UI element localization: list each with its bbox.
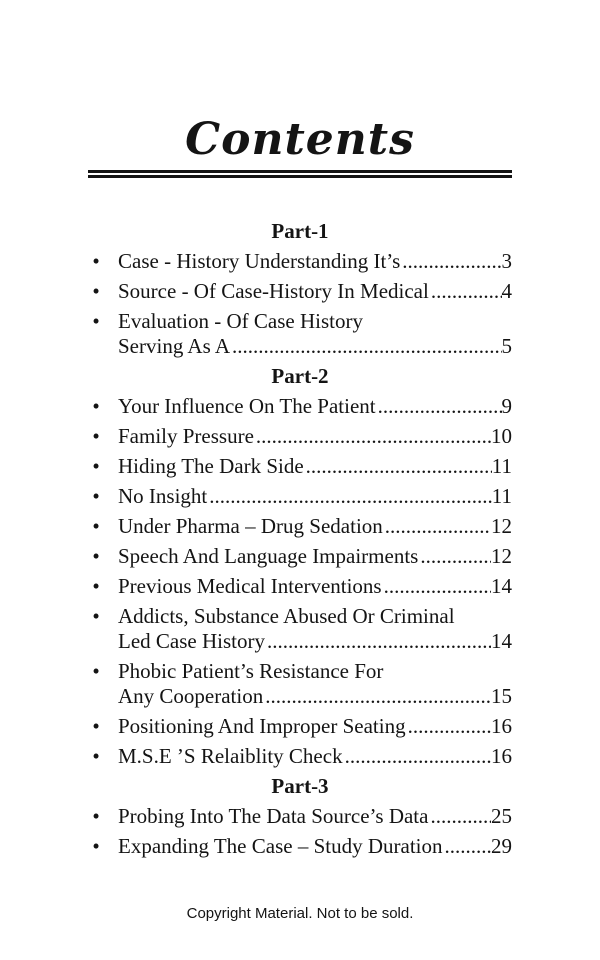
bullet-icon: •: [92, 394, 100, 418]
toc-entry-line: [118, 626, 512, 656]
dot-leader: [406, 711, 491, 741]
toc-page-number: 12: [491, 544, 512, 568]
toc-entry-line: [118, 511, 512, 541]
toc-page-number: 4: [501, 279, 512, 303]
toc-entry-line: [118, 421, 512, 451]
toc-entry: [88, 571, 512, 601]
toc-entry-line: [118, 831, 512, 861]
toc-page-number: 16: [491, 714, 512, 738]
copyright-notice: Copyright Material. Not to be sold.: [186, 905, 414, 922]
bullet-icon: •: [92, 454, 100, 478]
toc-entry-label: Family Pressure: [118, 424, 254, 448]
toc-entry: [88, 711, 512, 741]
toc-page-number: 3: [501, 249, 512, 273]
toc-entry: [88, 801, 512, 831]
toc-entry-label: Probing Into The Data Source’s Data: [118, 804, 429, 828]
toc-page-number: 10: [491, 424, 512, 448]
bullet-icon: •: [92, 744, 100, 768]
toc-entry: [88, 391, 512, 421]
table-of-contents: [88, 216, 512, 861]
toc-page-number: 15: [491, 684, 512, 708]
toc-entry: [88, 421, 512, 451]
dot-leader: [304, 451, 492, 481]
toc-entry-line: [118, 541, 512, 571]
dot-leader: [382, 571, 491, 601]
toc-entry-label: Serving As A: [118, 334, 231, 358]
bullet-icon: •: [92, 424, 100, 448]
dot-leader: [263, 681, 491, 711]
toc-entry: [88, 601, 512, 656]
toc-entry-title-line: Phobic Patient’s Resistance For: [118, 659, 384, 683]
toc-entry: [88, 541, 512, 571]
toc-entry-line: [118, 801, 512, 831]
toc-entry-line: [118, 481, 512, 511]
toc-page-number: 29: [491, 834, 512, 858]
toc-page-number: 12: [491, 514, 512, 538]
toc-entry-label: Positioning And Improper Seating: [118, 714, 406, 738]
toc-entry: [88, 451, 512, 481]
toc-page-number: 14: [491, 629, 512, 653]
toc-page-number: 14: [491, 574, 512, 598]
toc-entry: [88, 306, 512, 361]
toc-page-number: 16: [491, 744, 512, 768]
toc-page-number: 9: [501, 394, 512, 418]
toc-page-number: 11: [491, 484, 512, 508]
toc-entry: [88, 656, 512, 711]
bullet-icon: •: [92, 514, 100, 538]
toc-entry-label: Any Cooperation: [118, 684, 264, 708]
dot-leader: [343, 741, 491, 771]
dot-leader: [443, 831, 492, 861]
toc-entry-label: Led Case History: [118, 629, 265, 653]
dot-leader: [400, 246, 501, 276]
title-rule-top: [88, 170, 512, 173]
bullet-icon: •: [92, 804, 100, 828]
toc-entry-line: [118, 246, 512, 276]
bullet-icon: •: [92, 834, 100, 858]
bullet-icon: •: [92, 544, 100, 568]
part-heading: Part-1: [271, 219, 329, 243]
bullet-icon: •: [92, 574, 100, 598]
toc-entry-line: [118, 571, 512, 601]
toc-entry-label: Previous Medical Interventions: [118, 574, 382, 598]
dot-leader: [254, 421, 491, 451]
toc-entry-line: [118, 711, 512, 741]
dot-leader: [418, 541, 491, 571]
dot-leader: [429, 276, 502, 306]
toc-entry: [88, 481, 512, 511]
toc-entry-label: M.S.E ’S Relaiblity Check: [118, 744, 343, 768]
toc-entry-line: [118, 451, 512, 481]
toc-entry: [88, 741, 512, 771]
toc-entry-label: Under Pharma – Drug Sedation: [118, 514, 383, 538]
dot-leader: [265, 626, 491, 656]
part-heading: Part-3: [271, 774, 329, 798]
toc-entry-line: [118, 331, 512, 361]
bullet-icon: •: [92, 249, 100, 273]
toc-entry-label: Case - History Understanding It’s: [118, 249, 401, 273]
page-title: Contents: [185, 114, 415, 165]
toc-entry-label: Expanding The Case – Study Duration: [118, 834, 443, 858]
toc-page-number: 11: [491, 454, 512, 478]
toc-entry-line: [118, 276, 512, 306]
bullet-icon: •: [92, 659, 100, 683]
dot-leader: [428, 801, 491, 831]
toc-entry: [88, 276, 512, 306]
toc-entry-line: [118, 681, 512, 711]
toc-entry-label: Hiding The Dark Side: [118, 454, 304, 478]
toc-entry-label: No Insight: [118, 484, 208, 508]
bullet-icon: •: [92, 309, 100, 333]
toc-entry-label: Source - Of Case-History In Medical: [118, 279, 429, 303]
toc-entry-label: Your Influence On The Patient: [118, 394, 376, 418]
dot-leader: [383, 511, 491, 541]
toc-entry: [88, 831, 512, 861]
toc-page-number: 5: [501, 334, 512, 358]
toc-entry-line: [118, 741, 512, 771]
dot-leader: [207, 481, 492, 511]
title-rule-bottom: [88, 175, 512, 178]
toc-entry-line: [118, 391, 512, 421]
bullet-icon: •: [92, 279, 100, 303]
toc-entry: [88, 511, 512, 541]
bullet-icon: •: [92, 714, 100, 738]
bullet-icon: •: [92, 604, 100, 628]
toc-entry-label: Speech And Language Impairments: [118, 544, 419, 568]
bullet-icon: •: [92, 484, 100, 508]
toc-entry-title-line: Addicts, Substance Abused Or Criminal: [118, 604, 455, 628]
toc-entry-title-line: Evaluation - Of Case History: [118, 309, 363, 333]
dot-leader: [230, 331, 501, 361]
toc-entry: [88, 246, 512, 276]
dot-leader: [376, 391, 502, 421]
toc-page-number: 25: [491, 804, 512, 828]
part-heading: Part-2: [271, 364, 329, 388]
